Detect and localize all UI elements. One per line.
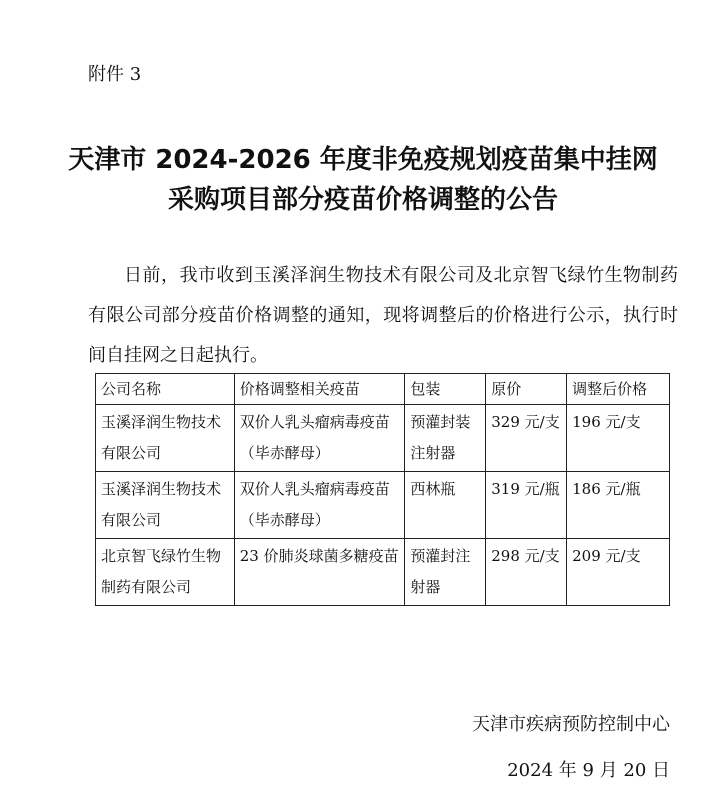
cell-adjusted-price: 186 元/瓶 (567, 472, 670, 539)
issue-date: 2024 年 9 月 20 日 (507, 760, 670, 781)
cell-original-price: 298 元/支 (486, 539, 567, 606)
title-line-1: 天津市 2024-2026 年度非免疫规划疫苗集中挂网 (68, 145, 658, 175)
table-header-row (96, 374, 670, 405)
table-row (96, 472, 670, 539)
cell-original-price: 329 元/支 (486, 405, 567, 472)
cell-company: 玉溪泽润生物技术有限公司 (96, 472, 235, 539)
announcement-body: 日前，我市收到玉溪泽润生物技术有限公司及北京智飞绿竹生物制药有限公司部分疫苗价格调整的通知，现将调整后的价格进行公示，执行时间自挂网之日起执行。 (88, 265, 678, 366)
cell-packaging: 预灌封注射器 (405, 539, 486, 606)
title-line-2: 采购项目部分疫苗价格调整的公告 (167, 185, 558, 215)
header-original-price: 原价 (486, 374, 567, 405)
cell-adjusted-price: 209 元/支 (567, 539, 670, 606)
header-company: 公司名称 (96, 374, 235, 405)
issuing-organization: 天津市疾病预防控制中心 (472, 714, 670, 735)
cell-adjusted-price: 196 元/支 (567, 405, 670, 472)
table-row (96, 539, 670, 606)
cell-packaging: 预灌封装注射器 (405, 405, 486, 472)
attachment-label: 附件 3 (88, 64, 142, 85)
cell-original-price: 319 元/瓶 (486, 472, 567, 539)
cell-vaccine: 23 价肺炎球菌多糖疫苗 (234, 539, 405, 606)
cell-vaccine: 双价人乳头瘤病毒疫苗（毕赤酵母） (234, 472, 405, 539)
header-packaging: 包装 (405, 374, 486, 405)
cell-company: 北京智飞绿竹生物制药有限公司 (96, 539, 235, 606)
cell-packaging: 西林瓶 (405, 472, 486, 539)
cell-vaccine: 双价人乳头瘤病毒疫苗（毕赤酵母） (234, 405, 405, 472)
document-title (40, 140, 686, 220)
header-adjusted-price: 调整后价格 (567, 374, 670, 405)
header-vaccine: 价格调整相关疫苗 (234, 374, 405, 405)
cell-company: 玉溪泽润生物技术有限公司 (96, 405, 235, 472)
table-row (96, 405, 670, 472)
price-adjustment-table (95, 373, 670, 606)
